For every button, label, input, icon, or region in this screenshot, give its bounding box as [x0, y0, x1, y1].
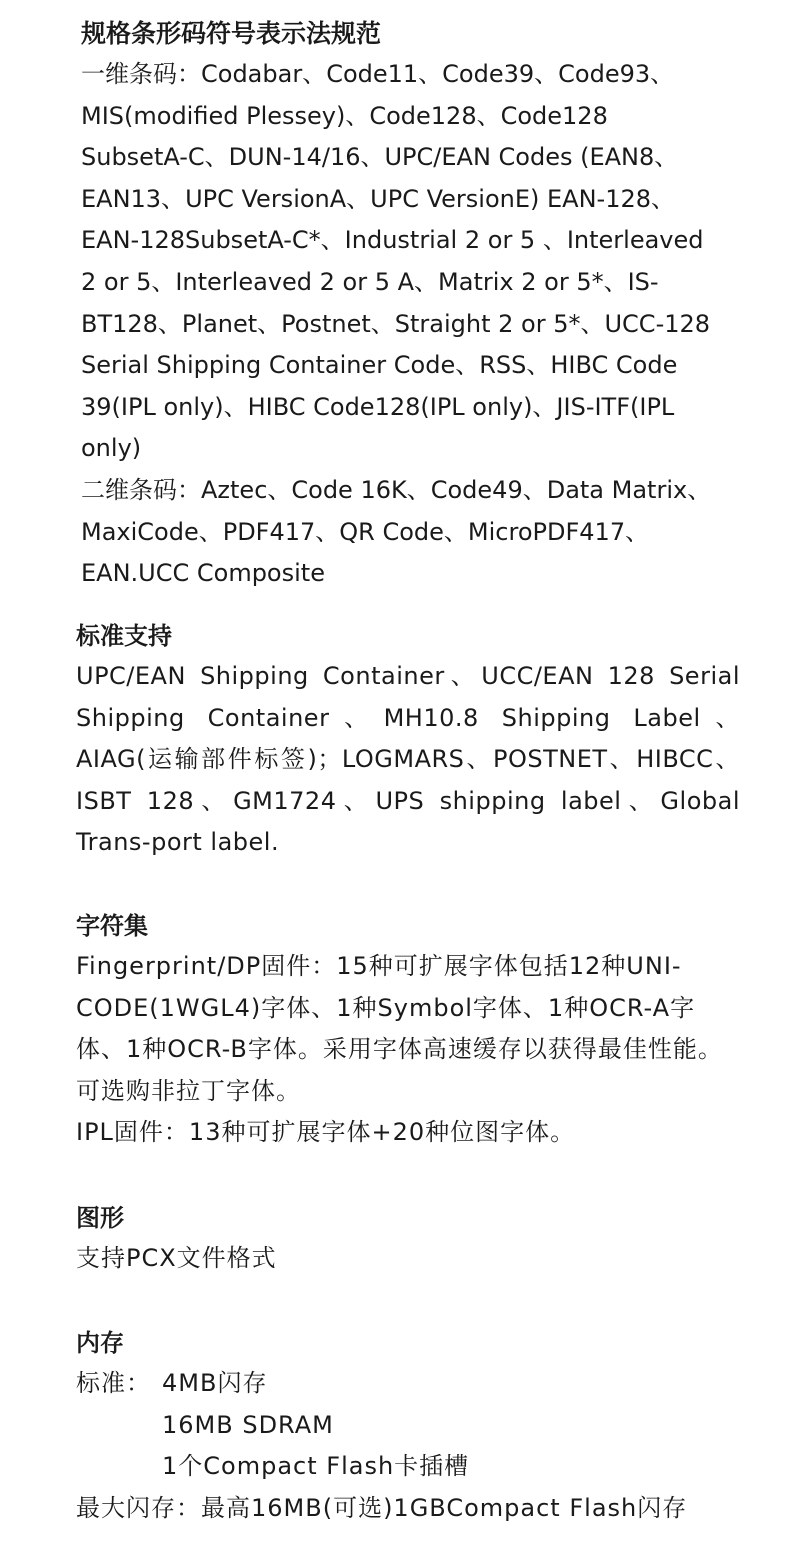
one-d-barcodes-text: 一维条码：Codabar、Code11、Code39、Code93、MIS(modified Plessey)、Code128、Code128 SubsetA-C、DUN-14/16、UPC/EAN Codes (EAN8、EAN13、UPC VersionA、UPC VersionE) EAN-128、EAN-128SubsetA-C*、Industrial 2 or 5 、Interleaved 2 or 5、Interleaved 2 or 5 A、Matrix 2 or 5*、IS-BT128、Planet、Postnet、Straight 2 or 5*、UCC-128 Serial Shipping Container Code、RSS、HIBC Code 39(IPL only)、HIBC Code128(IPL only)、JIS-ITF(IPL only)	[81, 60, 711, 463]
standards-section	[76, 616, 740, 864]
memory-max-row	[76, 1488, 740, 1530]
memory-max-value: 最高16MB(可选)1GBCompact Flash闪存	[201, 1493, 688, 1522]
memory-heading: 内存	[76, 1329, 124, 1357]
symbology-heading: 规格条形码符号表示法规范	[81, 19, 382, 48]
fingerprint-fonts-text: Fingerprint/DP固件：15种可扩展字体包括12种UNI-CODE(1WGL4)字体、1种Symbol字体、1种OCR-A字体、1种OCR-B字体。采用字体高速缓存以获得最佳性能。可选购非拉丁字体。	[76, 952, 723, 1105]
charset-heading: 字符集	[76, 912, 148, 940]
charset-section	[76, 906, 740, 1154]
memory-max-label: 最大闪存：	[76, 1493, 201, 1522]
standards-text: UPC/EAN Shipping Container、UCC/EAN 128 Serial Shipping Container、MH10.8 Shipping Label、AIAG(运输部件标签)；LOGMARS、POSTNET、HIBCC、ISBT 128、GM1724、UPS shipping label、Global Trans-port label.	[76, 662, 740, 857]
graphics-heading: 图形	[76, 1204, 124, 1232]
standards-heading: 标准支持	[76, 622, 172, 650]
memory-section	[76, 1323, 740, 1529]
graphics-section	[76, 1198, 740, 1280]
memory-standard-item: 1个Compact Flash卡插槽	[162, 1452, 470, 1481]
memory-standard-item: 4MB闪存	[162, 1369, 268, 1397]
memory-standard-item: 16MB SDRAM	[162, 1410, 334, 1439]
memory-standard-row-3	[76, 1446, 740, 1488]
memory-standard-row-2	[76, 1405, 740, 1447]
graphics-text: 支持PCX文件格式	[76, 1244, 277, 1272]
two-d-barcodes-text: 二维条码：Aztec、Code 16K、Code49、Data Matrix、MaxiCode、PDF417、QR Code、MicroPDF417、EAN.UCC Composite	[81, 475, 712, 588]
memory-standard-label: 标准：	[76, 1369, 151, 1397]
symbology-section	[81, 14, 721, 595]
memory-standard-row-1	[76, 1363, 740, 1405]
ipl-fonts-text: IPL固件：13种可扩展字体+20种位图字体。	[76, 1118, 576, 1147]
